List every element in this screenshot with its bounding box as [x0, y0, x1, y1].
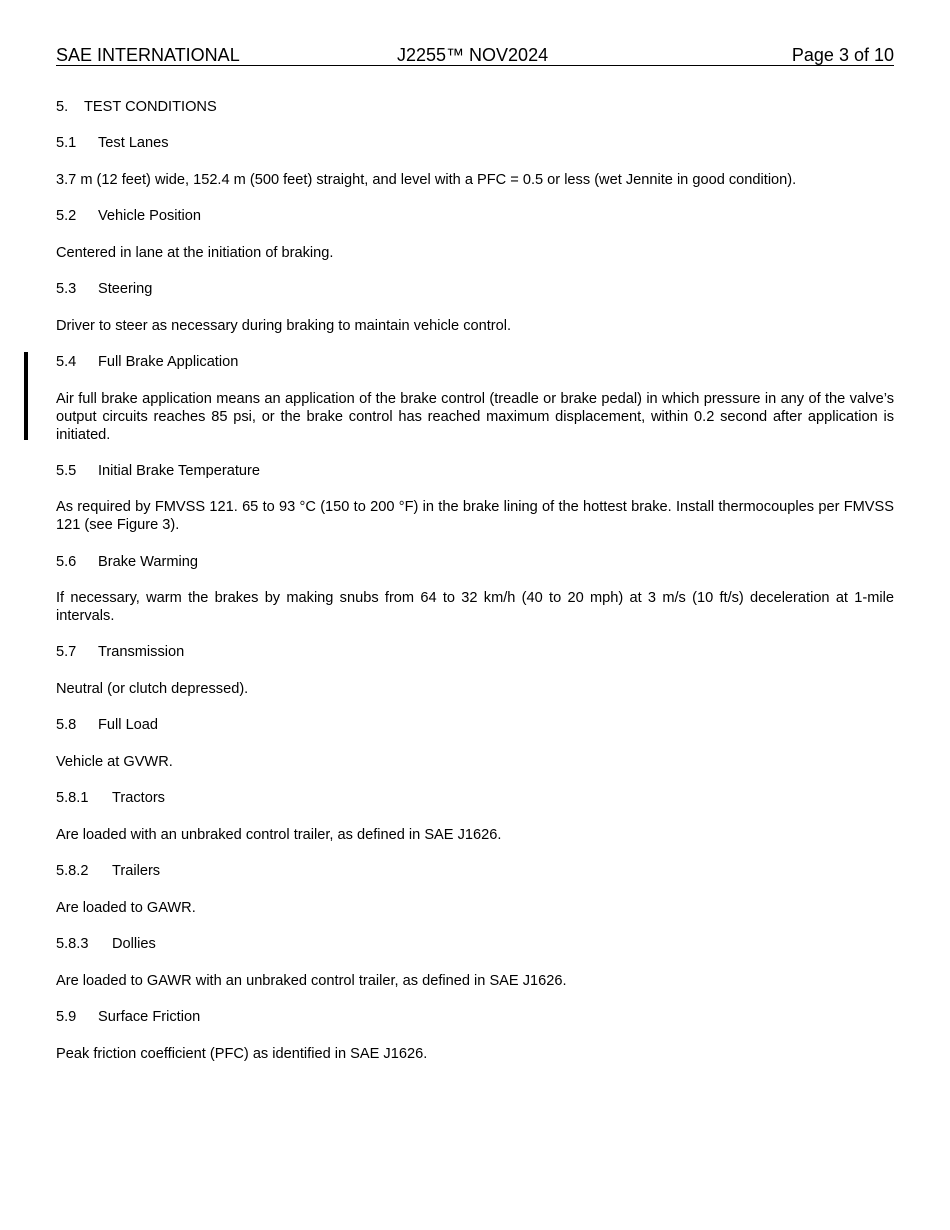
subsection-title: Full Load: [98, 717, 159, 733]
subsubsection-text: Are loaded with an unbraked control trailer, as defined in SAE J1626.: [56, 827, 502, 843]
subsection-text: Centered in lane at the initiation of braking.: [56, 245, 334, 261]
subsubsection-heading: [56, 935, 156, 953]
subsection-title: Full Brake Application: [98, 354, 239, 370]
subsection-text: Driver to steer as necessary during braking to maintain vehicle control.: [56, 318, 512, 334]
page-header: [56, 43, 894, 66]
subsection-title: Transmission: [98, 644, 185, 660]
subsection-number: 5.5: [56, 463, 77, 479]
subsection-title: Brake Warming: [98, 554, 199, 570]
subsection-text: Vehicle at GVWR.: [56, 754, 173, 770]
subsection-text: Neutral (or clutch depressed).: [56, 681, 249, 697]
subsection-title: Initial Brake Temperature: [98, 463, 260, 479]
subsection-title: Vehicle Position: [98, 208, 202, 224]
subsection-number: 5.4: [56, 354, 77, 370]
section-heading: [56, 98, 217, 116]
header-page-number: Page 3 of 10: [791, 45, 894, 65]
subsubsection-title: Tractors: [112, 790, 165, 806]
subsubsection-number: 5.8.3: [56, 936, 89, 952]
subsection-title: Test Lanes: [98, 135, 169, 151]
subsection-title: Surface Friction: [98, 1009, 201, 1025]
subsection-number: 5.3: [56, 281, 77, 297]
subsection-heading: [56, 134, 169, 152]
section-title: TEST CONDITIONS: [84, 99, 217, 115]
subsubsection-text: Are loaded to GAWR with an unbraked control trailer, as defined in SAE J1626.: [56, 973, 567, 989]
subsection-heading: [56, 716, 158, 734]
subsubsection-heading: [56, 789, 165, 807]
subsubsection-heading: [56, 862, 160, 880]
subsubsection-text: Are loaded to GAWR.: [56, 900, 196, 916]
revision-change-bar: [24, 352, 28, 440]
subsection-heading: [56, 462, 260, 480]
subsubsection-number: 5.8.1: [56, 790, 89, 806]
subsection-number: 5.2: [56, 208, 77, 224]
subsection-text: Air full brake application means an application of the brake control (treadle or brake pedal) in which pressure in any of the valve’s output circuits reaches 85 psi, or the brake control has reached maximum displacement, within 0.2 second after application is initiated.: [56, 391, 894, 443]
section-number: 5.: [56, 99, 69, 115]
subsection-heading: [56, 207, 201, 225]
subsection-text: If necessary, warm the brakes by making snubs from 64 to 32 km/h (40 to 20 mph) at 3 m/s (10 ft/s) deceleration at 1-mile intervals.: [56, 590, 894, 624]
header-document-id: J2255™ NOV2024: [397, 45, 549, 65]
subsection-heading: [56, 353, 238, 371]
subsection-text: 3.7 m (12 feet) wide, 152.4 m (500 feet) straight, and level with a PFC = 0.5 or less (wet Jennite in good condition).: [56, 172, 797, 188]
subsection-text: Peak friction coefficient (PFC) as identified in SAE J1626.: [56, 1046, 428, 1062]
subsection-number: 5.6: [56, 554, 77, 570]
subsection-heading: [56, 553, 198, 571]
subsection-heading: [56, 280, 152, 298]
subsection-text: As required by FMVSS 121. 65 to 93 °C (150 to 200 °F) in the brake lining of the hottest brake. Install thermocouples per FMVSS 121 (see Figure 3).: [56, 499, 894, 533]
subsection-number: 5.7: [56, 644, 77, 660]
subsection-heading: [56, 1008, 200, 1026]
subsubsection-number: 5.8.2: [56, 863, 89, 879]
subsection-number: 5.8: [56, 717, 77, 733]
subsection-number: 5.9: [56, 1009, 77, 1025]
subsubsection-title: Dollies: [112, 936, 156, 952]
subsection-heading: [56, 643, 184, 661]
subsection-title: Steering: [98, 281, 153, 297]
subsection-number: 5.1: [56, 135, 77, 151]
subsubsection-title: Trailers: [112, 863, 161, 879]
header-organization: SAE INTERNATIONAL: [56, 45, 240, 65]
